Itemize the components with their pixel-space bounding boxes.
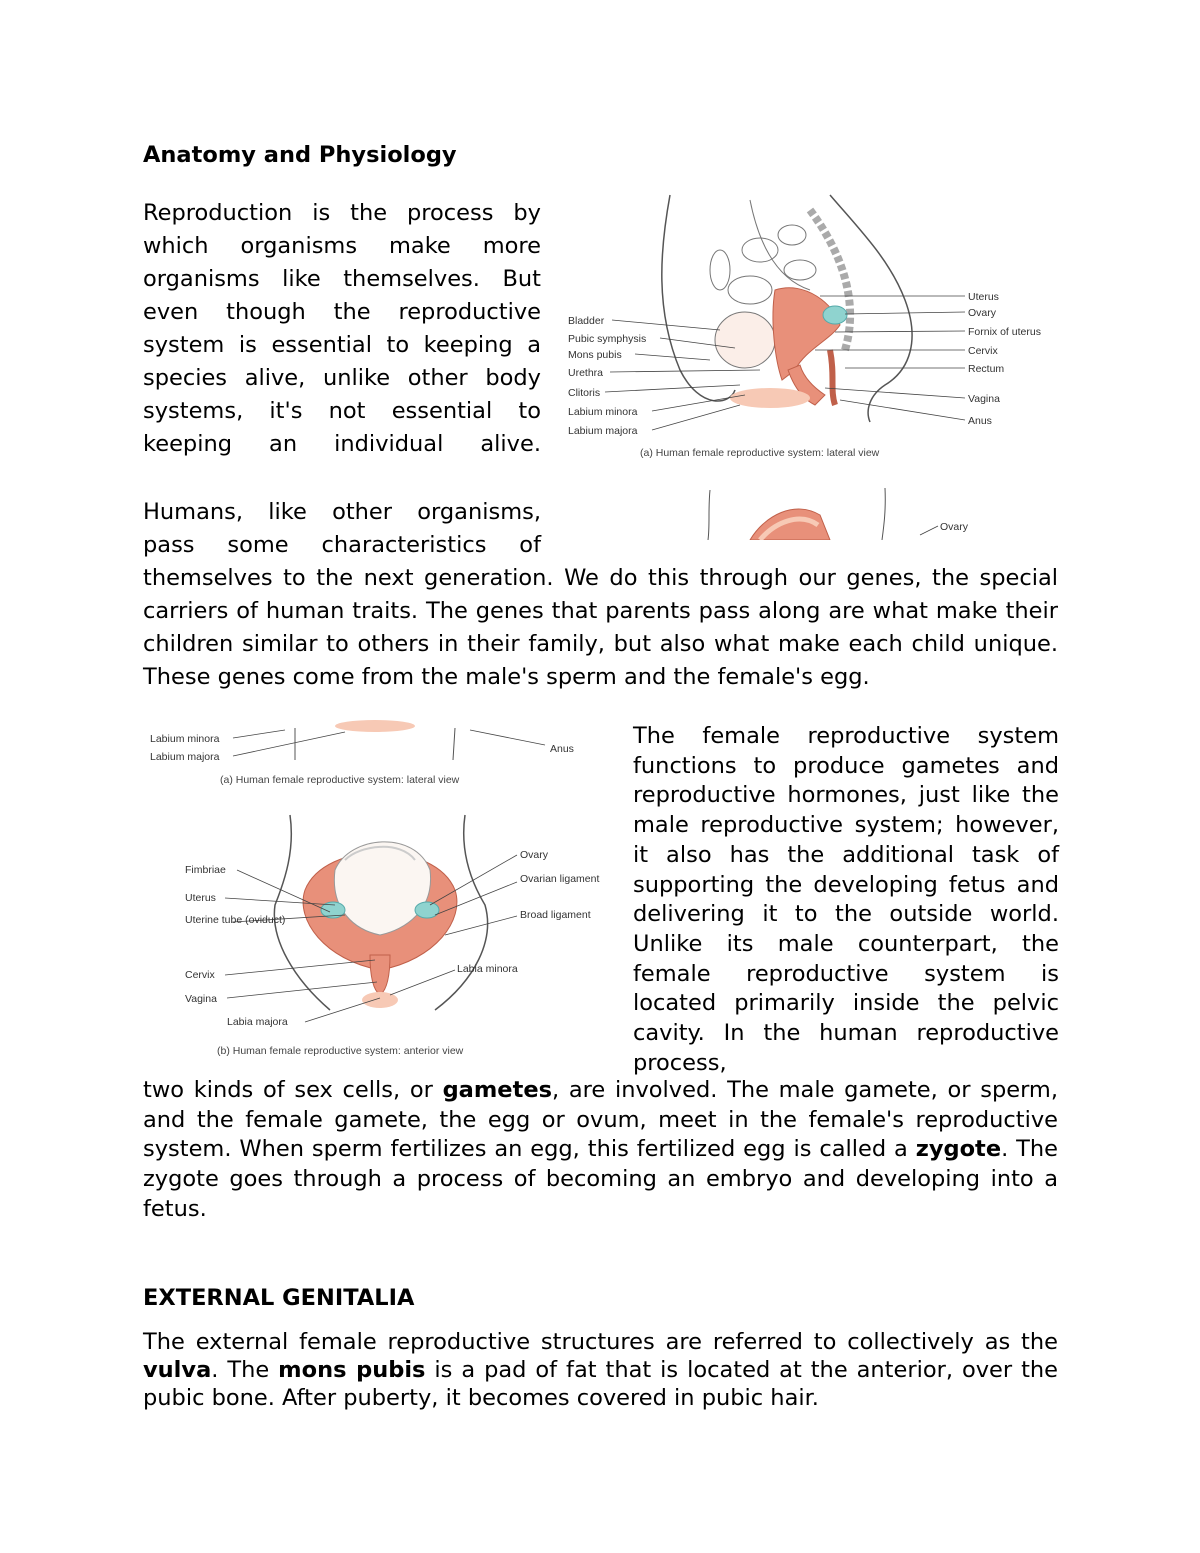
label-ovary-anterior: Ovary	[520, 849, 549, 861]
intro-paragraph-2-lead: Humans, like other organisms, pass some characteristics of	[143, 499, 541, 558]
label-cervix: Cervix	[968, 345, 998, 357]
label-ovary-partial: Ovary	[940, 521, 969, 533]
text-segment: two kinds of sex cells, or	[143, 1077, 443, 1103]
label-pubic-symphysis: Pubic symphysis	[568, 333, 647, 345]
figure-caption-top: (a) Human female reproductive system: lateral view	[220, 774, 460, 786]
label-bladder: Bladder	[568, 315, 605, 327]
intro-paragraph-1: Reproduction is the process by which organisms make more organisms like themselves. But even though the reproductive system is essential to keeping a species alive, unlike other body systems, it's not essential to keeping an individual alive.	[143, 200, 541, 457]
label-labium-minora: Labium minora	[568, 406, 638, 418]
label-uterus: Uterus	[968, 291, 999, 303]
label-uterine-tube: Uterine tube (oviduct)	[185, 914, 286, 926]
label-fornix: Fornix of uterus	[968, 326, 1041, 338]
label-fimbriae: Fimbriae	[185, 864, 226, 876]
term-mons-pubis: mons pubis	[278, 1357, 426, 1383]
label-vagina-anterior: Vagina	[185, 993, 217, 1005]
label-mons-pubis: Mons pubis	[568, 349, 622, 361]
text-segment: The external female reproductive structures are referred to collectively as the	[143, 1329, 1058, 1355]
intro-paragraph-2-rest: themselves to the next generation. We do this through our genes, the special carriers of human traits. The genes that parents pass along are what make their children similar to others in their family, but also what make each child unique. These genes come from the male's sperm and the female's egg.	[143, 565, 1058, 690]
label-top-labium-minora: Labium minora	[150, 733, 220, 745]
page-title: Anatomy and Physiology	[143, 142, 457, 168]
term-zygote: zygote	[915, 1136, 1002, 1163]
label-cervix-anterior: Cervix	[185, 969, 215, 981]
label-top-labium-majora: Labium majora	[150, 751, 220, 763]
lateral-view-figure	[560, 190, 1060, 540]
label-broad-ligament: Broad ligament	[520, 909, 591, 921]
figure-caption-anterior: (b) Human female reproductive system: anterior view	[217, 1045, 464, 1057]
label-vagina: Vagina	[968, 393, 1000, 405]
label-ovarian-ligament: Ovarian ligament	[520, 873, 600, 885]
figure-caption-lateral: (a) Human female reproductive system: lateral view	[640, 447, 880, 459]
anterior-view-figure	[145, 720, 600, 1065]
section2-side-paragraph: The female reproductive system functions to produce gametes and reproductive hormones, just like the male reproductive system; however, it also has the additional task of supporting the developing fetus and delivering it to the outside world. Unlike its male counterpart, the female reproductive system is located primarily inside the pelvic cavity. In the human reproductive process,	[633, 723, 1059, 1076]
external-genitalia-paragraph	[143, 1328, 1058, 1412]
label-rectum: Rectum	[968, 363, 1005, 375]
label-ovary: Ovary	[968, 307, 997, 319]
text-segment: . The zygote goes through a process of becoming an embryo and developing into a fetus.	[143, 1136, 1058, 1222]
label-clitoris: Clitoris	[568, 387, 601, 399]
label-uterus-anterior: Uterus	[185, 892, 216, 904]
label-labia-majora: Labia majora	[227, 1016, 288, 1028]
text-segment: , are involved. The male gamete, or sperm, and the female gamete, the egg or ovum, meet in the female's reproductive system. When sperm fertilizes an egg, this fertilized egg is called a	[143, 1077, 1059, 1163]
term-gametes: gametes	[442, 1077, 552, 1103]
label-urethra: Urethra	[568, 367, 604, 379]
label-labia-minora: Labia minora	[457, 963, 518, 975]
label-anus: Anus	[968, 415, 992, 427]
external-genitalia-heading: EXTERNAL GENITALIA	[143, 1285, 415, 1311]
section2-continuation	[143, 1076, 1058, 1225]
text-segment: is a pad of fat that is located at the anterior, over the pubic bone. After puberty, it becomes covered in pubic hair.	[143, 1357, 1059, 1411]
label-labium-majora: Labium majora	[568, 425, 638, 437]
term-vulva: vulva	[143, 1357, 212, 1383]
label-top-anus: Anus	[550, 743, 574, 755]
text-segment: . The	[211, 1357, 279, 1383]
